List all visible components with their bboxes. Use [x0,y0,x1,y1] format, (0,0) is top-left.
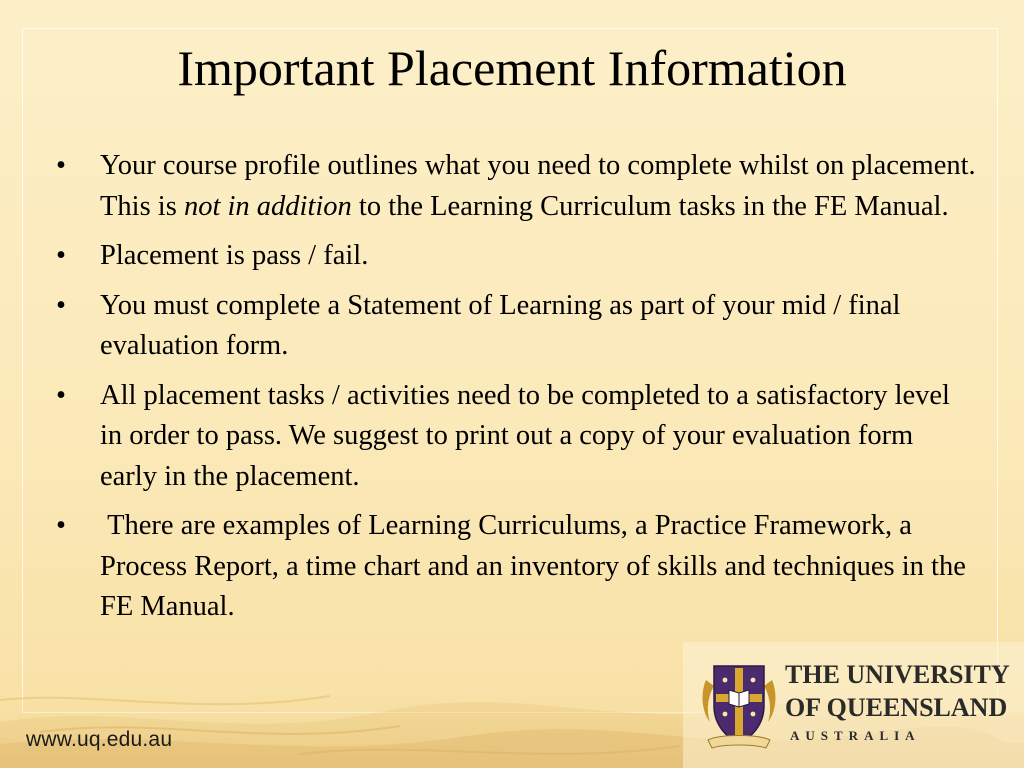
bullet-item [56,236,976,277]
bullet-icon: • [56,510,66,541]
university-name-line2: OF QUEENSLAND [785,693,1008,722]
uq-crest-icon [700,660,778,752]
bullet-text: to the Learning Curriculum tasks in the FE Manual. [351,190,949,222]
bullet-icon: • [56,379,66,411]
bullet-text: Placement is pass / fail. [100,240,369,271]
website-url: www.uq.edu.au [26,728,173,751]
bullet-icon: • [56,289,66,321]
bullet-emphasis: not in addition [183,190,352,222]
bullet-item [56,146,976,227]
bullet-text: All placement tasks / activities need to be completed to a satisfactory level in order to pass. We suggest to print out a copy of your evaluation form early in the placement. [100,379,950,492]
bullet-list [56,146,976,637]
university-country: AUSTRALIA [790,728,921,743]
bullet-item [56,376,976,498]
university-name-line1: THE UNIVERSITY [785,660,1010,689]
bullet-text: Your course profile outlines what you need to complete whilst on placement. This is [100,150,976,222]
bullet-item [56,286,976,367]
slide-title: Important Placement Information [177,40,847,96]
bullet-text: There are examples of Learning Curriculums, a Practice Framework, a Process Report, a time chart and an inventory of skills and techniques in the FE Manual. [100,510,973,622]
bullet-item [56,506,976,628]
bullet-text: You must complete a Statement of Learning as part of your mid / final evaluation form. [100,289,901,361]
bullet-icon: • [56,150,66,181]
bullet-icon: • [56,240,66,271]
